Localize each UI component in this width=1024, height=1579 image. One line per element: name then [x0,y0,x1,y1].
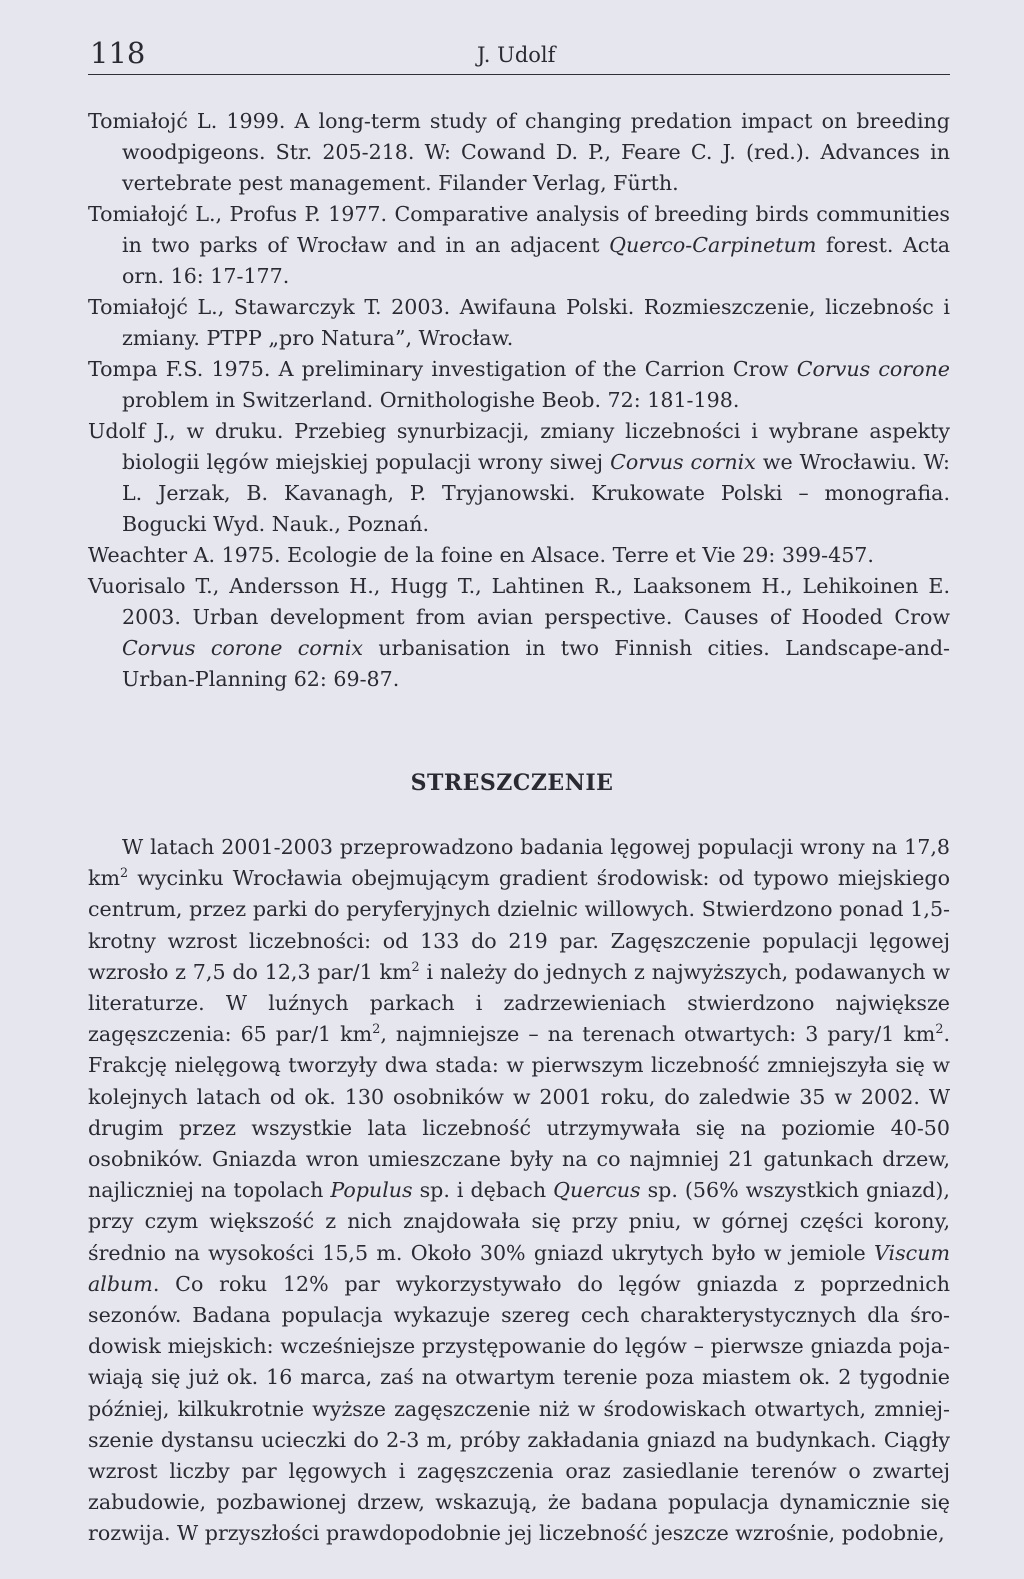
running-head-author: J. Udolf [477,43,556,67]
reference-entry: Tomiałojć L., Profus P. 1977. Comparative analysis of breeding birds communities in two parks of Wrocław and in an adjacent Querco-Carpinetum forest. Acta orn. 16: 17-177. [88,202,950,288]
section-heading-summary: STRESZCZENIE [410,770,614,796]
page-header [88,36,950,75]
reference-entry: Udolf J., w druku. Przebieg synurbizacji, zmiany liczebności i wybrane aspekty biologii lęgów miejskiej populacji wrony siwej Corvus cornix we Wrocławiu. W: L. Jerzak, B. Kavanagh, P. Tryjanowski. Krukowate Polski – monografia. Bogucki Wyd. Nauk., Poznań. [88,419,950,536]
reference-entry: Tomiałojć L., Stawarczyk T. 2003. Awifauna Polski. Rozmieszczenie, liczebnośc i zmiany. PTPP „pro Natura”, Wrocław. [88,295,950,350]
summary-paragraph: W latach 2001-2003 przeprowadzono badania lęgowej populacji wrony na 17,8 $km^2$ wycinku Wrocławia obejmującym gradient środowisk: od typowo miejskiego centrum, przez parki do peryferyjnych dzielnic willowych. Stwierdzono ponad 1,5-krotny wzrost liczebności: od 133 do 219 par. Zagęszczenie populacji lęgowej wzrosło z 7,5 do 12,3 par/1 $km^2$ i należy do jednych z najwyższych, podawanych w literaturze. W luźnych parkach i zadrzewieniach stwierdzono największe zagęszczenia: 65 par/1 $km^2$, najmniejsze – na terenach otwartych: 3 pary/1 $km^2$. Frakcję nielęgową tworzyły dwa stada: w pierwszym liczebność zmniejszyła się w kolejnych latach od ok. 130 osobników w 2001 roku, do zaledwie 35 w 2002. W drugim przez wszystkie lata liczebność utrzymywała się na poziomie 40-50 osobników. Gniazda wron umieszczane były na co najmniej 21 gatunkach drzew, najliczniej na topolach Populus sp. i dębach Quercus sp. (56% wszystkich gniazd), przy czym większość z nich znajdowała się przy pniu, w górnej części korony, średnio na wysokości 15,5 m. Około 30% gniazd ukrytych było w jemiole Viscum album. Co roku 12% par wykorzystywało do lęgów gniazda z poprzednich sezonów. Badana populacja wykazuje szereg cech charakterystycznych dla środowisk miejskich: wcześniejsze przystępowanie do lęgów – pierwsze gniazda pojawiają się już ok. 16 marca, zaś na otwartym terenie poza miastem ok. 2 tygodnie później, kilkukrotnie wyższe zagęszczenie niż w środowiskach otwartych, zmniejszenie dystansu ucieczki do 2-3 m, próby zakładania gniazd na budynkach. Ciągły wzrost liczby par lęgowych i zagęszczenia oraz zasiedlanie terenów o zwartej zabudowie, pozbawionej drzew, wskazują, że badana populacja dynamicznie się rozwija. W przyszłości prawdopodobnie jej liczebność jeszcze wzrośnie, podobnie, [88,835,951,1546]
reference-list [88,106,950,695]
reference-entry: Weachter A. 1975. Ecologie de la foine en Alsace. Terre et Vie 29: 399-457. [88,543,874,567]
page-number: 118 [90,36,146,70]
reference-entry: Vuorisalo T., Andersson H., Hugg T., Lahtinen R., Laaksonem H., Lehikoinen E. 2003. Urban development from avian perspective. Causes of Hooded Crow Corvus corone cornix urbanisation in two Finnish cities. Landscape-and-Urban-Planning 62: 69-87. [88,574,950,691]
reference-entry: Tompa F.S. 1975. A preliminary investigation of the Carrion Crow Corvus corone problem in Switzerland. Ornithologishe Beob. 72: 181-198. [88,357,950,412]
reference-entry: Tomiałojć L. 1999. A long-term study of changing predation impact on breeding woodpigeons. Str. 205-218. W: Cowand D. P., Feare C. J. (red.). Advances in vertebrate pest management. Filander Verlag, Fürth. [88,109,950,195]
